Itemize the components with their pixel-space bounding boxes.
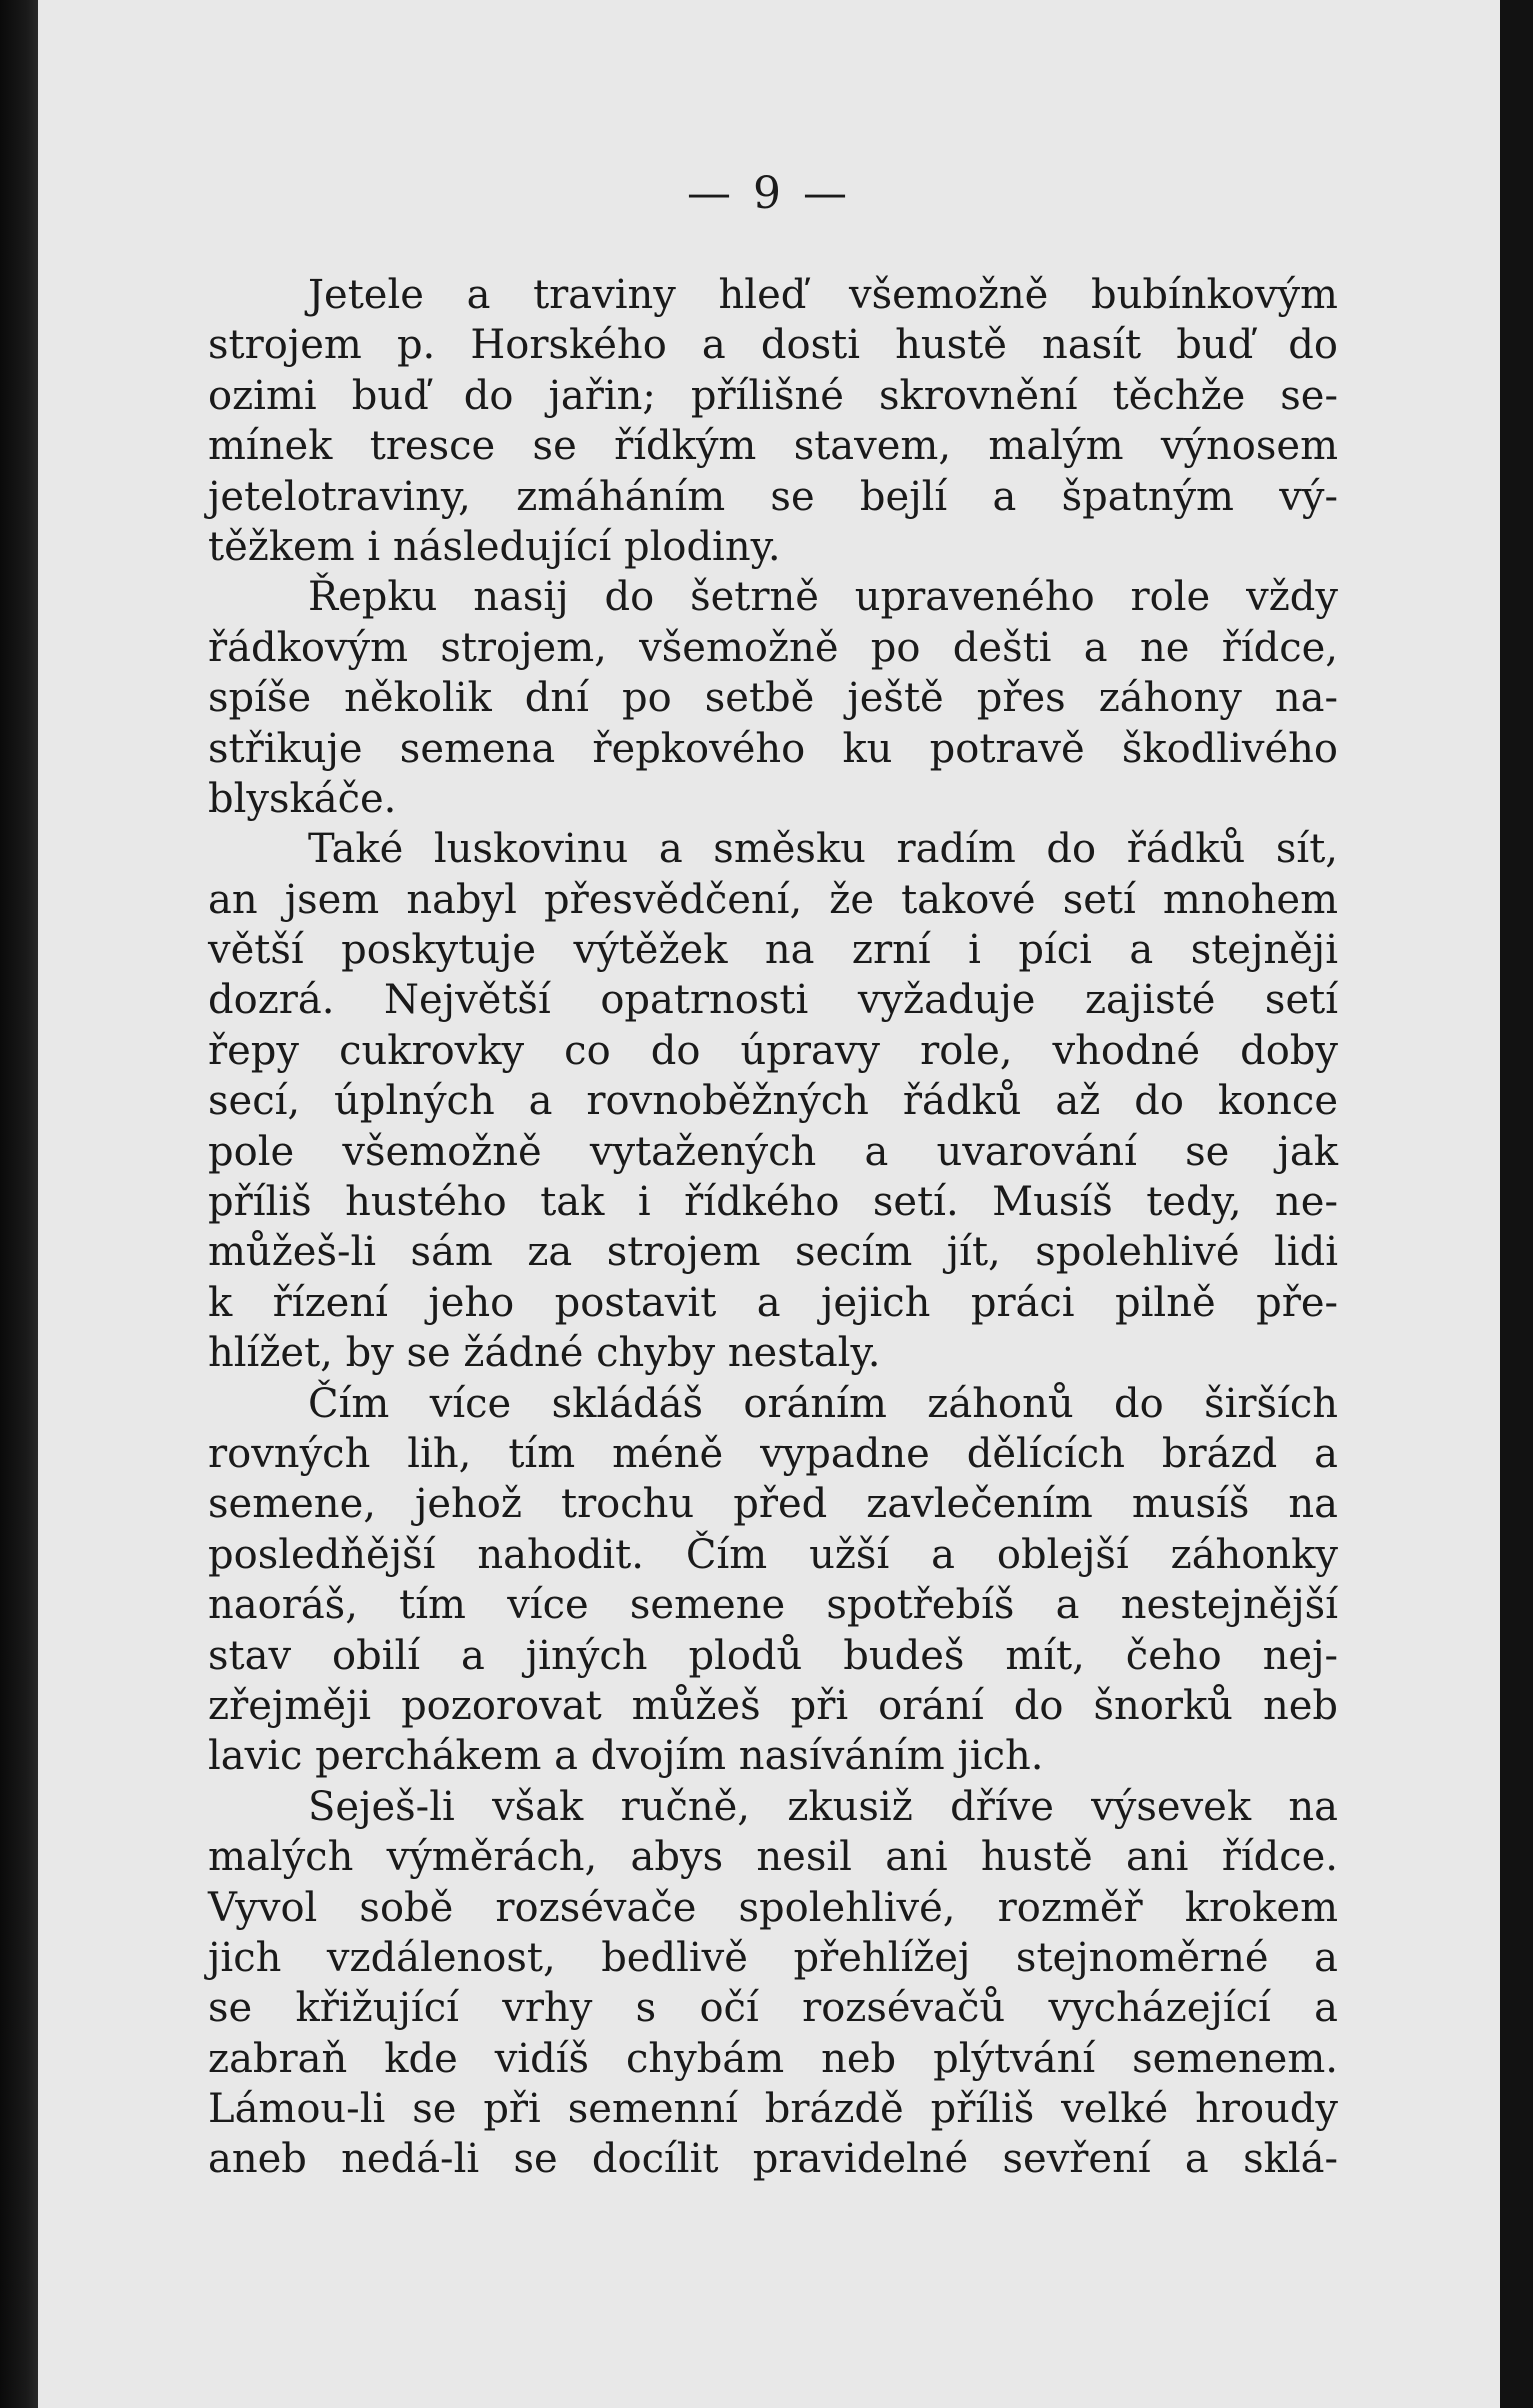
text-line: hlížet, by se žádné chyby nestaly. bbox=[208, 1330, 881, 1377]
text-line: Jetele a traviny hleď všemožně bubínkovým bbox=[308, 272, 1338, 318]
text-line: Seješ-li však ručně, zkusiž dříve výsevek na bbox=[308, 1783, 1338, 1830]
text-line: Lámou-li se při semenní brázdě příliš velké hroudy bbox=[208, 2086, 1338, 2133]
text-line: řepy cukrovky co do úpravy role, vhodné doby bbox=[208, 1027, 1338, 1074]
text-line: větší poskytuje výtěžek na zrní i píci a stejněji bbox=[208, 927, 1338, 974]
text-line: an jsem nabyl přesvědčení, že takové setí mnohem bbox=[208, 876, 1338, 923]
text-line: ozimi buď do jařin; přílišné skrovnění těchže se- bbox=[208, 372, 1338, 419]
text-line: lavic perchákem a dvojím nasíváním jich. bbox=[208, 1733, 1044, 1780]
scan-border-right bbox=[1500, 0, 1533, 2408]
book-gutter-left bbox=[0, 0, 38, 2408]
book-page bbox=[38, 0, 1500, 2408]
text-line: střikuje semena řepkového ku potravě škodlivého bbox=[208, 725, 1338, 772]
text-line: naoráš, tím více semene spotřebíš a nestejnější bbox=[208, 1582, 1338, 1629]
text-line: jetelotraviny, zmáháním se bejlí a špatným vý- bbox=[208, 473, 1338, 520]
text-line: Čím více skládáš oráním záhonů do širších bbox=[308, 1380, 1338, 1427]
text-line: řádkovým strojem, všemožně po dešti a ne řídce, bbox=[208, 624, 1338, 671]
body-text bbox=[208, 270, 1338, 2185]
text-line: k řízení jeho postavit a jejich práci pilně pře- bbox=[208, 1279, 1338, 1326]
text-line: pole všemožně vytažených a uvarování se jak bbox=[208, 1128, 1338, 1175]
text-line: těžkem i následující plodiny. bbox=[208, 523, 781, 570]
text-line: rovných lih, tím méně vypadne dělících brázd a bbox=[208, 1430, 1338, 1477]
text-line: secí, úplných a rovnoběžných řádků až do konce bbox=[208, 1078, 1338, 1125]
text-line: dozrá. Největší opatrnosti vyžaduje zajisté setí bbox=[208, 977, 1338, 1024]
text-line: jich vzdálenost, bedlivě přehlížej stejnoměrné a bbox=[208, 1934, 1338, 1981]
text-line: mínek tresce se řídkým stavem, malým výnosem bbox=[208, 423, 1338, 470]
text-line: se křižující vrhy s očí rozsévačů vycházející a bbox=[208, 1985, 1338, 2032]
text-line: zabraň kde vidíš chybám neb plýtvání semenem. bbox=[208, 2035, 1338, 2082]
text-line: Řepku nasij do šetrně upraveného role vždy bbox=[308, 574, 1338, 621]
text-line: spíše několik dní po setbě ještě přes záhony na- bbox=[208, 675, 1338, 722]
text-line: blyskáče. bbox=[208, 775, 397, 822]
text-line: posledňější nahodit. Čím užší a oblejší záhonky bbox=[208, 1531, 1338, 1578]
text-line: strojem p. Horského a dosti hustě nasít buď do bbox=[208, 322, 1338, 369]
text-line: malých výměrách, abys nesil ani hustě ani řídce. bbox=[208, 1834, 1338, 1881]
text-line: stav obilí a jiných plodů budeš mít, čeho nej- bbox=[208, 1632, 1338, 1679]
text-line: můžeš-li sám za strojem secím jít, spolehlivé lidi bbox=[208, 1229, 1338, 1276]
text-line: semene, jehož trochu před zavlečením musíš na bbox=[208, 1481, 1338, 1528]
text-line: Také luskovinu a směsku radím do řádků sít, bbox=[308, 826, 1338, 873]
text-line: zřejměji pozorovat můžeš při orání do šnorků neb bbox=[208, 1682, 1338, 1729]
page-number: — 9 — bbox=[687, 168, 851, 219]
text-line: Vyvol sobě rozsévače spolehlivé, rozměř krokem bbox=[208, 1884, 1338, 1931]
text-line: aneb nedá-li se docílit pravidelné sevření a sklá- bbox=[208, 2136, 1338, 2183]
text-line: příliš hustého tak i řídkého setí. Musíš tedy, ne- bbox=[208, 1179, 1338, 1226]
